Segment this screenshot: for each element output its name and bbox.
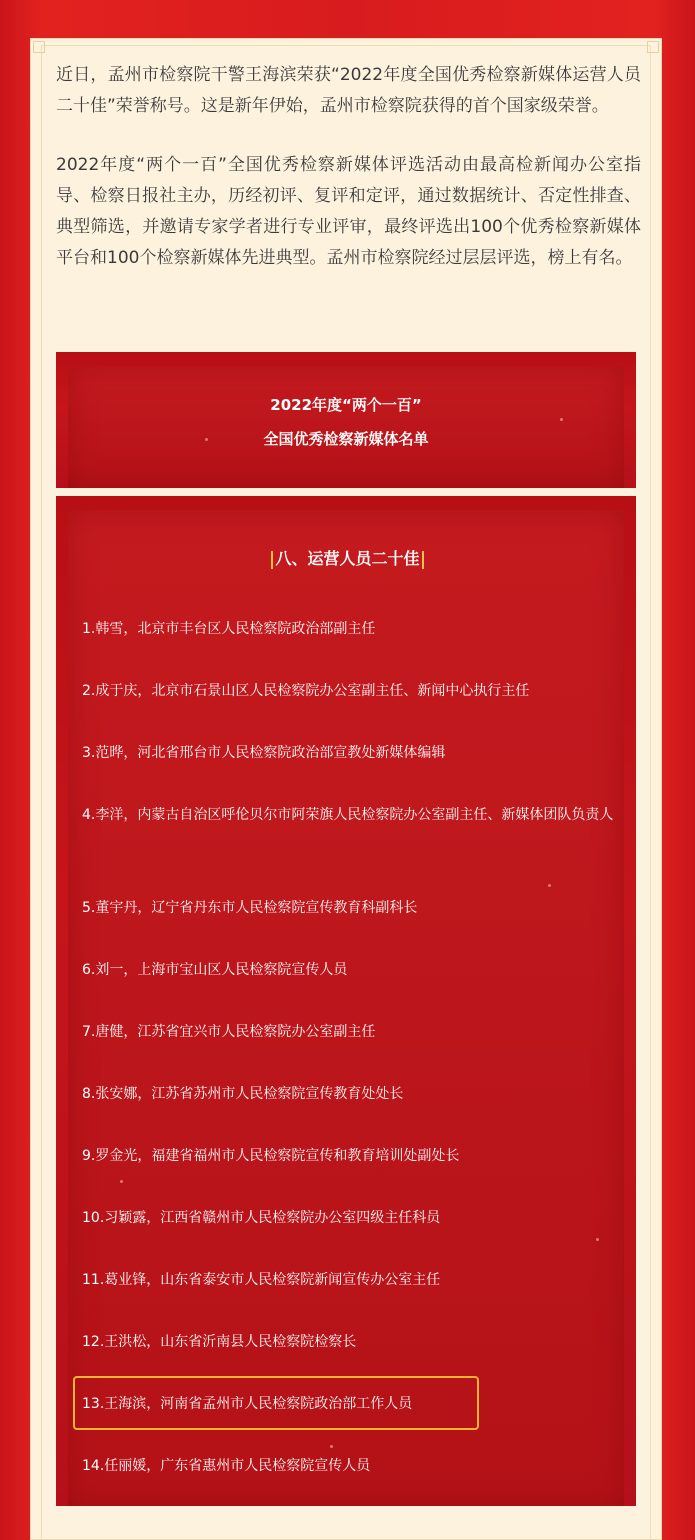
highlight-box [73,1376,479,1430]
list-item: 5.董宇丹，辽宁省丹东市人民检察院宣传教育科副科长 [82,900,418,916]
list-item: 14.任丽媛，广东省惠州市人民检察院宣传人员 [82,1458,371,1474]
list-item: 12.王洪松，山东省沂南县人民检察院检察长 [82,1334,357,1350]
banner-inner [68,366,624,488]
list-item: 11.葛业锋，山东省泰安市人民检察院新闻宣传办公室主任 [82,1272,441,1288]
intro-text [56,60,641,302]
sparkle-icon [596,1238,599,1241]
list-item: 6.刘一，上海市宝山区人民检察院宣传人员 [82,962,348,978]
intro-paragraph-1: 近日，孟州市检察院干警王海滨荣获“2022年度全国优秀检察新媒体运营人员二十佳”荣誉称号。这是新年伊始，孟州市检察院获得的首个国家级荣誉。 [56,65,641,116]
list-item: 3.范晔，河北省邢台市人民检察院政治部宣教处新媒体编辑 [82,745,446,761]
section-title: 八、运营人员二十佳 [275,549,420,568]
list-item: 4.李洋，内蒙古自治区呼伦贝尔市阿荣旗人民检察院办公室副主任、新媒体团队负责人 [82,807,614,823]
list-item: 1.韩雪，北京市丰台区人民检察院政治部副主任 [82,621,376,637]
list-item: 8.张安娜，江苏省苏州市人民检察院宣传教育处处长 [82,1086,404,1102]
bar-ornament-icon [271,551,273,569]
list-item-highlighted: 13.王海滨，河南省孟州市人民检察院政治部工作人员 [82,1396,413,1412]
corner-ornament-icon [33,41,45,53]
sparkle-icon [120,1180,123,1183]
corner-ornament-icon [647,41,659,53]
section-heading [0,546,695,569]
list-title-banner [56,352,636,488]
bar-ornament-icon [422,551,424,569]
sparkle-icon [560,418,563,421]
list-item: 2.成于庆，北京市石景山区人民检察院办公室副主任、新闻中心执行主任 [82,683,530,699]
sparkle-icon [330,1445,333,1448]
banner-title-line-1: 2022年度“两个一百” [270,396,422,414]
honor-list-card [56,496,636,1506]
sparkle-icon [548,884,551,887]
honor-list-inner [68,510,624,1506]
banner-title-line-2: 全国优秀检察新媒体名单 [263,430,429,448]
list-item: 9.罗金光，福建省福州市人民检察院宣传和教育培训处副处长 [82,1148,460,1164]
intro-paragraph-2: 2022年度“两个一百”全国优秀检察新媒体评选活动由最高检新闻办公室指导、检察日报社主办，历经初评、复评和定评，通过数据统计、否定性排查、典型筛选，并邀请专家学者进行专业评审，最终评选出100个优秀检察新媒体平台和100个检察新媒体先进典型。孟州市检察院经过层层评选，榜上有名。 [56,155,641,268]
list-item: 7.唐健，江苏省宜兴市人民检察院办公室副主任 [82,1024,376,1040]
sparkle-icon [205,438,208,441]
list-item: 10.习颖露，江西省赣州市人民检察院办公室四级主任科员 [82,1210,441,1226]
